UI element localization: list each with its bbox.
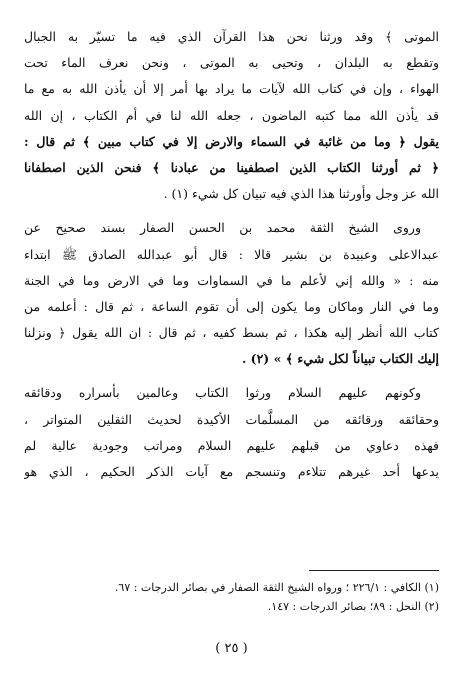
main-text bbox=[24, 24, 439, 485]
text-line: وتقطع به البلدان ، وتحيى به الموتى ، ونحن نعرف الماء تحت bbox=[24, 55, 439, 71]
text-line: يقول ﴿ وما من غائبة في السماء والارض إلا في كتاب مبين ﴾ ثم قال : bbox=[24, 133, 439, 149]
text-line: ﴿ ثم أورثنا الكتاب الذين اصطفينا من عبادنا ﴾ فنحن الذين اصطفانا bbox=[24, 159, 439, 175]
footnotes bbox=[24, 578, 439, 616]
text-line: الهواء ، وإن في كتاب الله لآيات ما يراد بها أمر إلا أن يأذن الله به مع ما bbox=[24, 81, 439, 97]
text-line: فهذه دعاوي من قبلهم عليهم السلام ومراتب وجودية عالية لم bbox=[24, 437, 439, 453]
footnote: (٢) النحل : ٨٩؛ بصائر الدرجات : ١٤٧. bbox=[267, 600, 439, 613]
text-line: قد يأذن الله مما كتبه الماضون ، جعله الله لنا في أم الكتاب ، إن الله bbox=[24, 107, 439, 123]
footnote: (١) الكافي : ٢٢٦/١ ؛ ورواه الشيخ الثقة الصفار في بصائر الدرجات : ٦٧. bbox=[114, 581, 439, 594]
text-line: وما في النار وماكان وما يكون إلى أن تقوم الساعة ، ثم قال : أعلمه من bbox=[24, 298, 439, 314]
text-line: الله عز وجل وأورثنا هذا الذي فيه تبيان كل شيء (١) . bbox=[163, 186, 439, 202]
text-line: كتاب الله أنظر إليه هكذا ، ثم بسط كفيه ، ثم قال : ان الله يقول ﴿ ونزلنا bbox=[24, 325, 439, 341]
text-line: يدعها أحد غيرهم تتلاءم وتنسجم مع آيات الذكر الحكيم ، الذي هو bbox=[24, 464, 439, 479]
text-line: عبدالاعلى وعبيدة بن بشير قالا : قال أبو عبدالله الصادق ﷺ ابتداء bbox=[24, 246, 439, 262]
text-line: وكونهم عليهم السلام ورثوا الكتاب وعالمين بأسراره ودقائقه bbox=[24, 385, 421, 401]
footnote-divider bbox=[309, 570, 439, 571]
text-line: منه : « والله إني لأعلم ما في السماوات وما في الارض وما في الجنة bbox=[24, 272, 439, 288]
text-line: إليك الكتاب تبياناً لكل شيء ﴾ » (٢) . bbox=[241, 351, 439, 367]
text-line: وحقائقه ورقائقه من المسلَّمات الأكيدة لحديث الثقلين المتواتر ، bbox=[24, 411, 439, 427]
page-number: ( ٢٥ ) bbox=[215, 641, 248, 656]
text-line: وروى الشيخ الثقة محمد بن الحسن الصفار بسند صحيح عن bbox=[24, 220, 421, 236]
text-line: الموتى ﴾ وقد ورثنا نحن هذا القرآن الذي فيه ما تسيّر به الجبال bbox=[24, 29, 439, 44]
